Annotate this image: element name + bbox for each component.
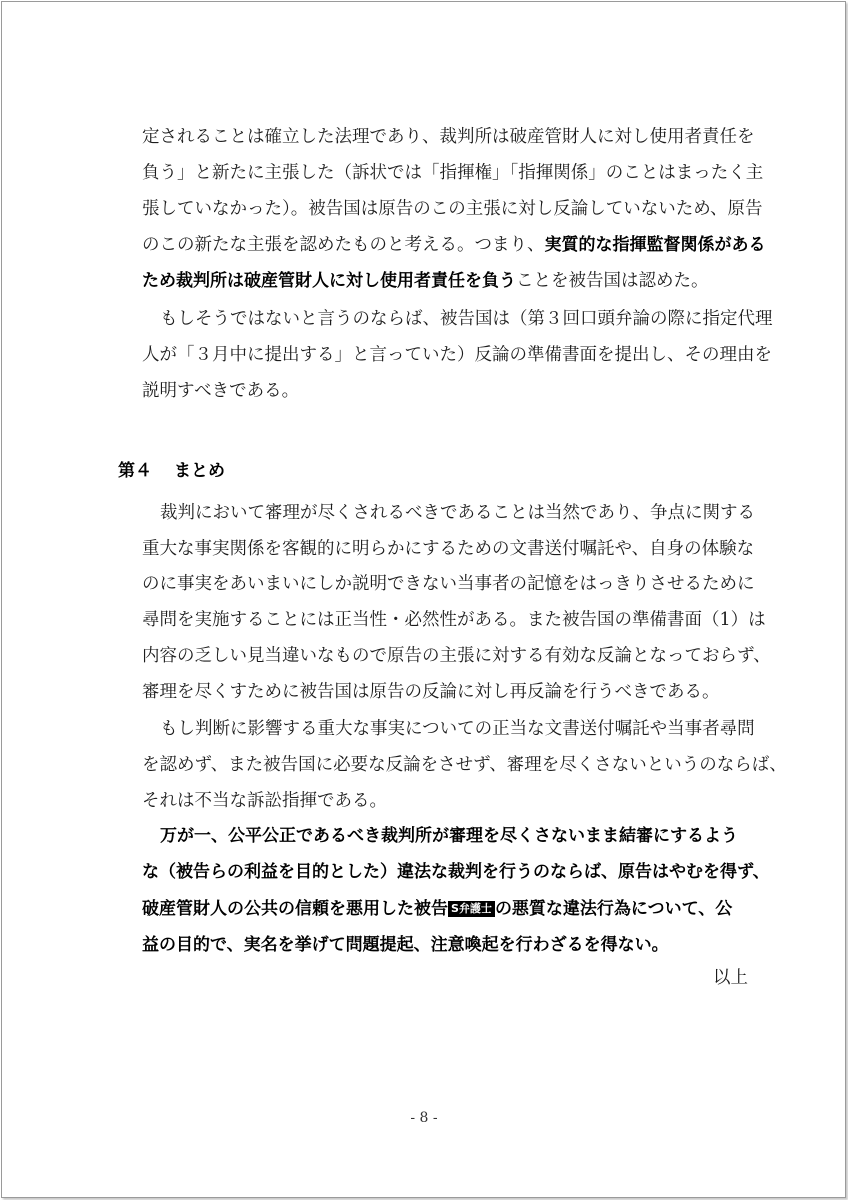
body-line: 定されることは確立した法理であり、裁判所は破産管財人に対し使用者責任を xyxy=(142,127,755,147)
emphasis-line: 益の目的で、実名を挙げて問題提起、注意喚起を行わざるを得ない。 xyxy=(142,935,669,955)
body-line xyxy=(142,268,762,294)
body-line: のに事実をあいまいにしか説明できない当事者の記憶をはっきりさせるために xyxy=(142,574,755,594)
section-heading xyxy=(118,458,225,484)
body-line: 内容の乏しい見当違いなもので原告の主張に対する有効な反論となっておらず、 xyxy=(142,646,771,666)
closing-mark: 以上 xyxy=(713,968,748,988)
emphasis-line xyxy=(142,896,762,922)
emphasis-text: 実質的な指揮監督関係がある xyxy=(544,235,766,255)
body-line: もし判断に影響する重大な事実についての正当な文書送付嘱託や当事者尋問 xyxy=(160,719,755,739)
body-line: 重大な事実関係を客観的に明らかにするための文書送付嘱託や、自身の体験な xyxy=(142,539,755,559)
redaction-box: S弁護士 xyxy=(448,901,495,917)
emphasis-text: の悪質な違法行為について、公 xyxy=(494,899,733,919)
emphasis-line: 万が一、公平公正であるべき裁判所が審理を尽くさないまま結審にするよう xyxy=(160,826,738,846)
body-text: のこの新たな主張を認めたものと考える。つまり、 xyxy=(142,235,545,255)
body-line: 裁判において審理が尽くされるべきであることは当然であり、争点に関する xyxy=(160,503,755,523)
body-line: もしそうではないと言うのならば、被告国は（第３回口頭弁論の際に指定代理 xyxy=(160,309,773,329)
body-line: 負う」と新たに主張した（訴状では「指揮権」「指揮関係」のことはまったく主 xyxy=(142,163,764,183)
emphasis-line: な（被告らの利益を目的とした）違法な裁判を行うのならば、原告はやむを得ず、 xyxy=(142,862,770,882)
body-line: 張していなかった）。被告国は原告のこの主張に対し反論していないため、原告 xyxy=(142,199,763,219)
body-line: それは不当な訴訟指揮である。 xyxy=(142,791,387,811)
body-line: を認めず、また被告国に必要な反論をさせず、審理を尽くさないというのならば、 xyxy=(142,755,787,775)
emphasis-text: ため裁判所は破産管財人に対し使用者責任を負う xyxy=(142,271,516,291)
page-number: - 8 - xyxy=(410,1110,438,1126)
body-line: 説明すべきである。 xyxy=(142,381,300,401)
body-line: 審理を尽くすために被告国は原告の反論に対し再反論を行うべきである。 xyxy=(142,682,720,702)
section-title: まとめ xyxy=(174,461,225,481)
body-text: ことを被告国は認めた。 xyxy=(516,271,709,291)
body-line: 尋問を実施することには正当性・必然性がある。また被告国の準備書面（1）は xyxy=(142,610,766,630)
body-line: 人が「３月中に提出する」と言っていた）反論の準備書面を提出し、その理由を xyxy=(142,345,772,365)
section-number: 第４ xyxy=(118,461,152,481)
body-line xyxy=(142,232,766,258)
emphasis-text: 破産管財人の公共の信頼を悪用した被告 xyxy=(142,899,448,919)
